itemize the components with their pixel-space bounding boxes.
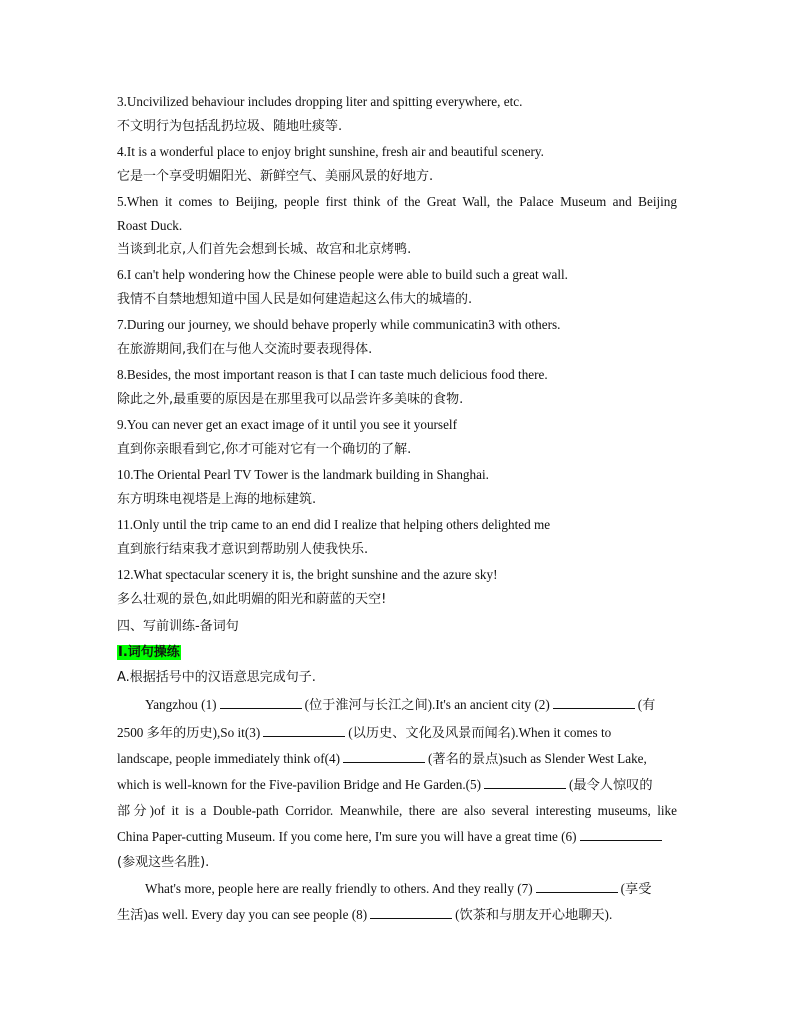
item-9-cn: 直到你亲眼看到它,你才可能对它有一个确切的了解. [117,442,412,457]
p1-line5: 部分)of it is a Double-path Corridor. Meanwhile, there are also several interesting museums, like [117,803,677,818]
p2-line1 [145,881,677,897]
item-3-en: 3.Uncivilized behaviour includes dropping liter and spitting everywhere, etc. [117,94,523,109]
item-10-cn: 东方明珠电视塔是上海的地标建筑. [117,492,317,507]
blank-2[interactable] [553,697,635,709]
p2-line2-a: 生活)as well. Every day you can see people (8) [117,907,368,922]
item-8-en: 8.Besides, the most important reason is that I can taste much delicious food there. [117,367,548,382]
p1-line4-a: which is well-known for the Five-pavilion Bridge and He Garden.(5) [117,777,482,792]
p2-line1-b: (享受 [620,881,652,896]
item-7-en: 7.During our journey, we should behave properly while communicatin3 with others. [117,317,561,332]
section-title: 四、写前训练-备词句 [117,619,239,634]
subsection-label: I.词句操练 [118,645,180,660]
item-11-en: 11.Only until the trip came to an end did I realize that helping others delighted me [117,517,551,532]
blank-4[interactable] [343,751,425,763]
blank-3[interactable] [263,725,345,737]
item-4-cn: 它是一个享受明媚阳光、新鲜空气、美丽风景的好地方. [117,169,434,184]
item-5-cn: 当谈到北京,人们首先会想到长城、故宫和北京烤鸭. [117,242,412,257]
item-5-en-line2: Roast Duck. [117,218,183,233]
p2-line2-b: (饮茶和与朋友开心地聊天). [455,907,613,922]
item-3-cn: 不文明行为包括乱扔垃圾、随地吐痰等. [117,119,343,134]
item-6-cn: 我情不自禁地想知道中国人民是如何建造起这么伟大的城墙的. [117,292,473,307]
blank-8[interactable] [370,907,452,919]
item-12-en: 12.What spectacular scenery it is, the bright sunshine and the azure sky! [117,567,498,582]
p1-line2 [117,725,677,741]
item-10-en: 10.The Oriental Pearl TV Tower is the landmark building in Shanghai. [117,467,489,482]
item-5-en-line1: 5.When it comes to Beijing, people first think of the Great Wall, the Palace Museum and Beijing [117,194,677,209]
p2-line2 [117,907,677,923]
p1-line2-a: 2500 多年的历史),So it(3) [117,725,261,740]
item-12-cn: 多么壮观的景色,如此明媚的阳光和蔚蓝的天空! [117,592,387,607]
p1-line4 [117,777,677,793]
p1-line6 [117,829,677,845]
blank-1[interactable] [220,697,302,709]
item-11-cn: 直到旅行结束我才意识到帮助别人使我快乐. [117,542,369,557]
item-7-cn: 在旅游期间,我们在与他人交流时要表现得体. [117,342,373,357]
p1-line1-a: Yangzhou (1) [145,697,217,712]
p1-line3-b: (著名的景点)such as Slender West Lake, [428,751,647,766]
item-6-en: 6.I can't help wondering how the Chinese people were able to build such a great wall. [117,267,568,282]
p1-line2-b: (以历史、文化及风景而闻名).When it comes to [348,725,612,740]
item-4-en: 4.It is a wonderful place to enjoy bright sunshine, fresh air and beautiful scenery. [117,144,544,159]
blank-6[interactable] [580,829,662,841]
blank-7[interactable] [536,881,618,893]
p1-line3-a: landscape, people immediately think of(4) [117,751,341,766]
p1-line7: (参观这些名胜). [117,855,210,870]
item-9-en: 9.You can never get an exact image of it until you see it yourself [117,417,457,432]
p1-line1-b: (位于淮河与长江之间).It's an ancient city (2) [304,697,550,712]
p1-line4-b: (最令人惊叹的 [569,777,653,792]
blank-5[interactable] [484,777,566,789]
item-8-cn: 除此之外,最重要的原因是在那里我可以品尝许多美味的食物. [117,392,464,407]
p1-line3 [117,751,677,767]
p1-line1-c: (有 [637,697,656,712]
p1-line1 [145,697,677,713]
subsection-label-row [117,644,677,661]
instruction: A.根据括号中的汉语意思完成句子. [117,670,316,685]
p2-line1-a: What's more, people here are really friendly to others. And they really (7) [145,881,533,896]
p1-line6-a: China Paper-cutting Museum. If you come here, I'm sure you will have a great time (6) [117,829,577,844]
